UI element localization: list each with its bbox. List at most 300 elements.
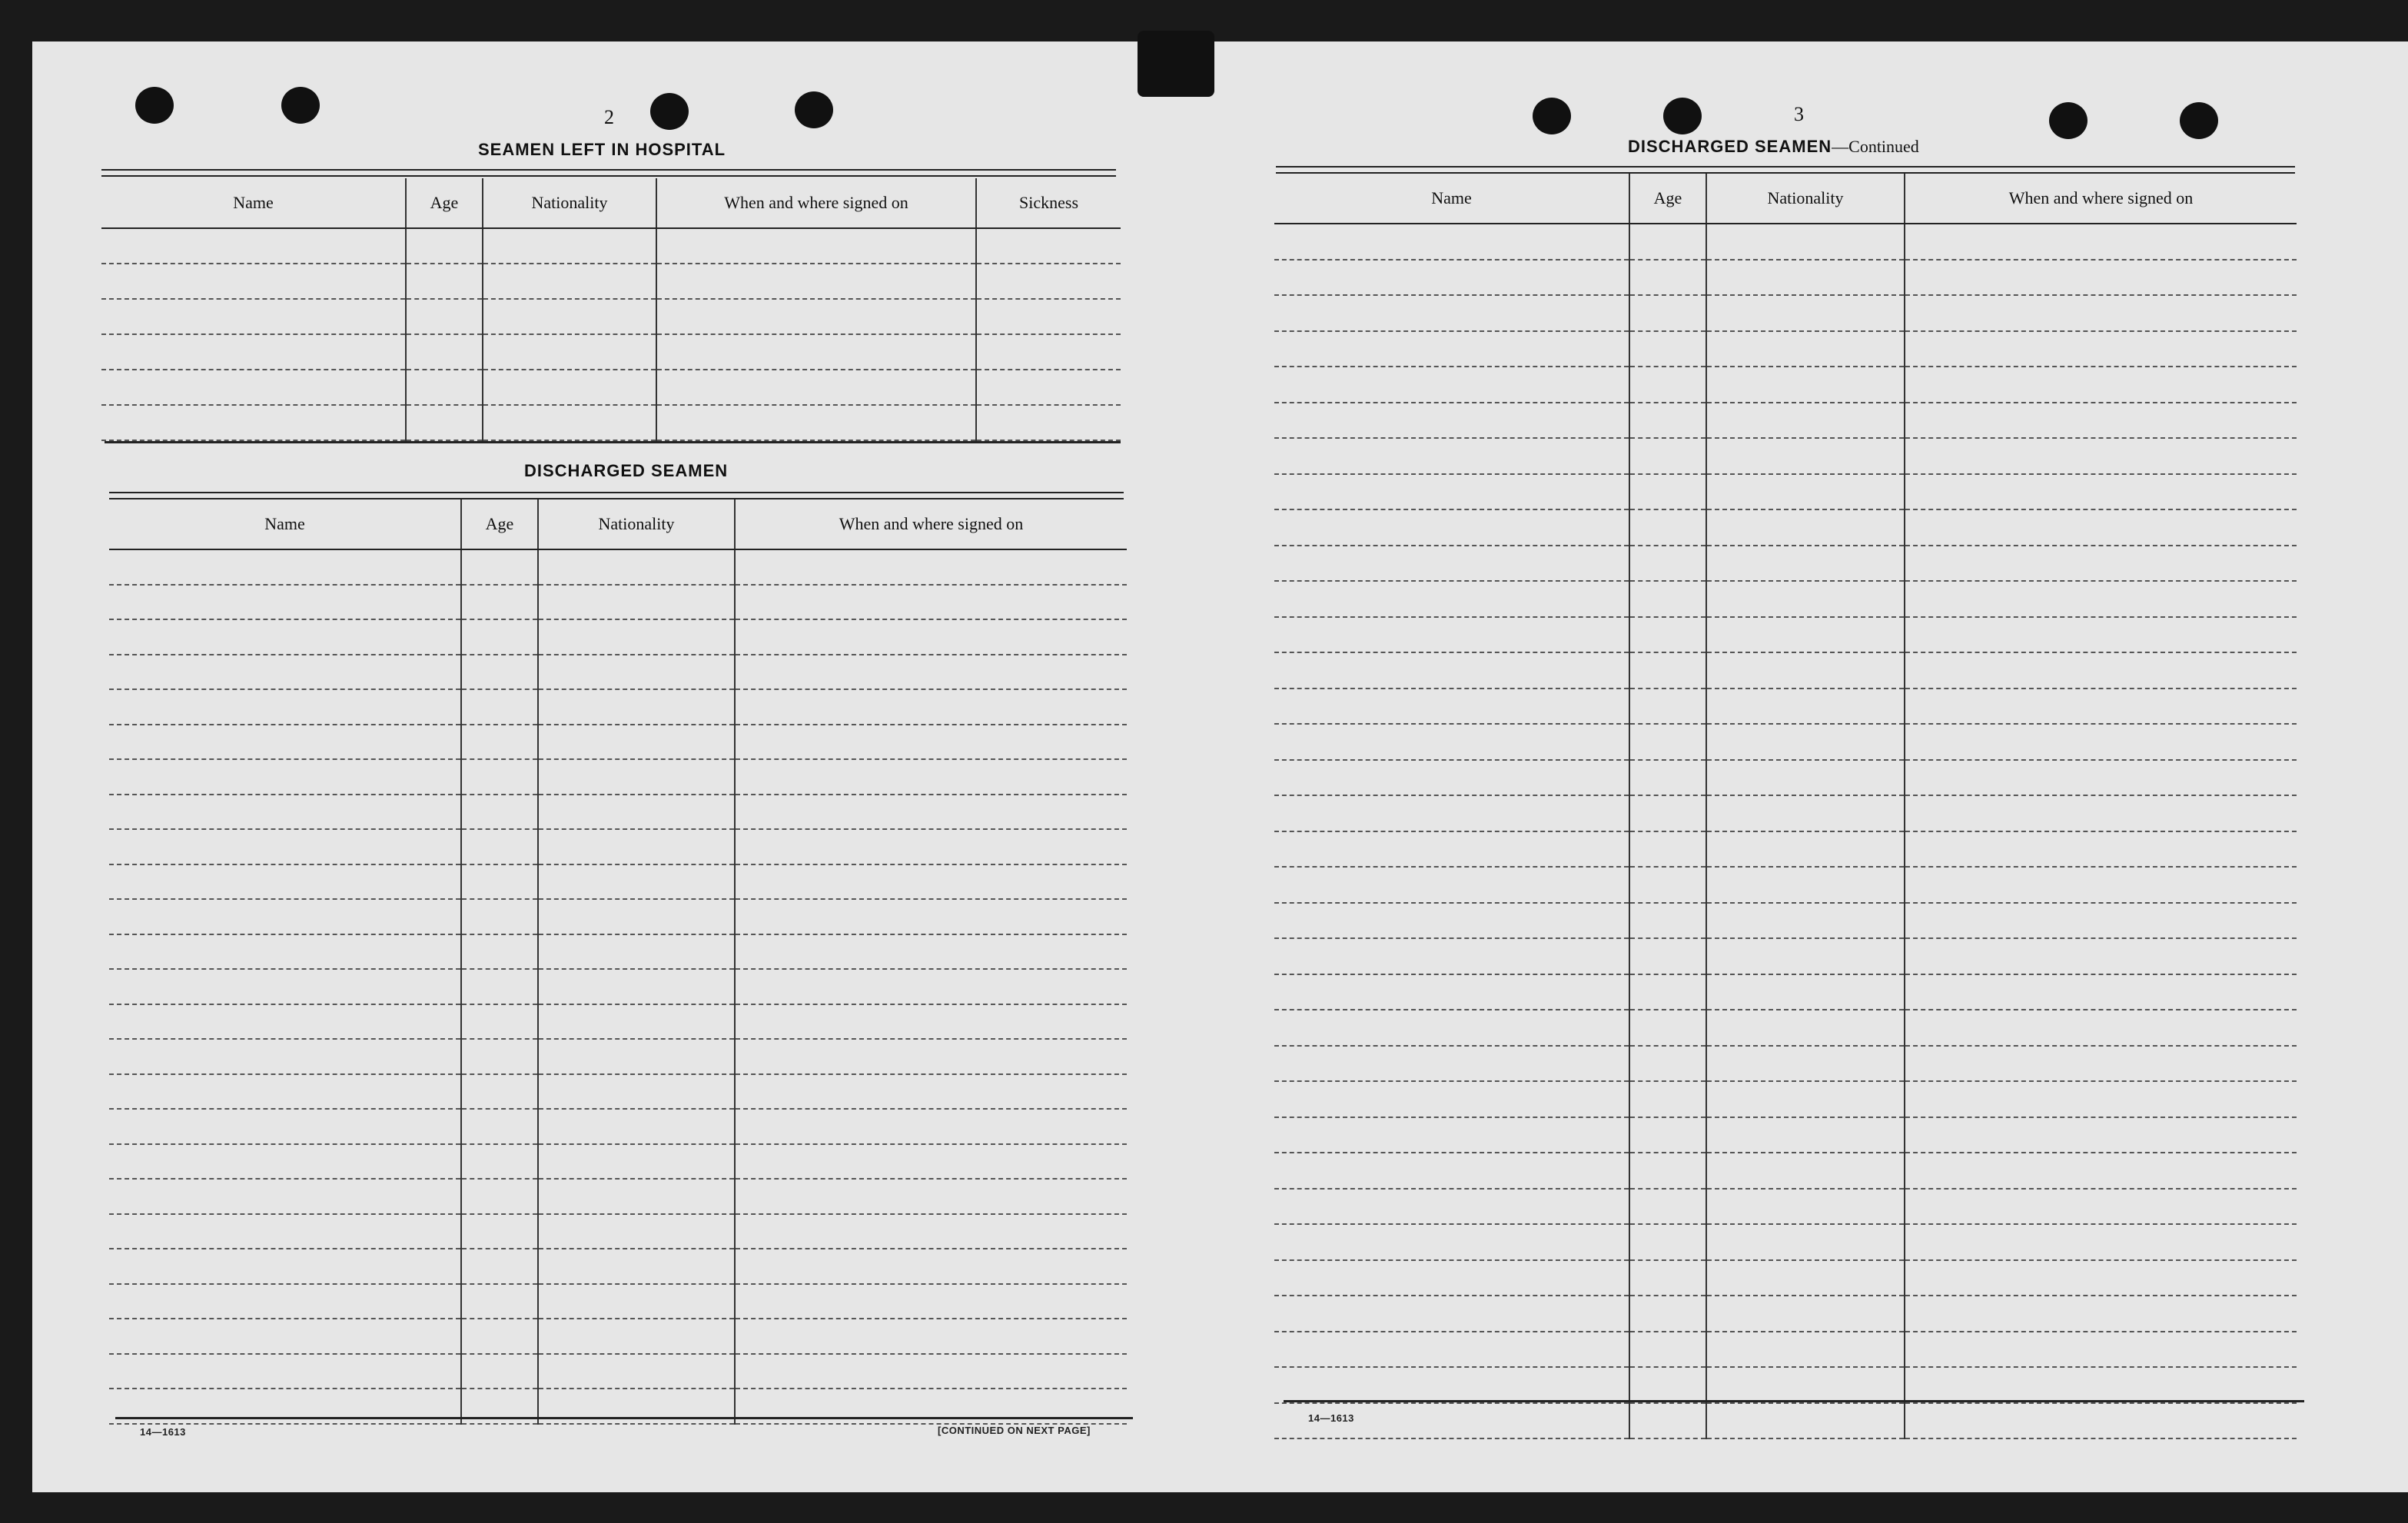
- blank-cell: [735, 1249, 1127, 1284]
- blank-cell: [1629, 1153, 1706, 1189]
- blank-cell: [735, 1179, 1127, 1214]
- blank-cell: [1905, 974, 2297, 1010]
- blank-cell: [1706, 367, 1905, 403]
- blank-cell: [1629, 1224, 1706, 1260]
- punch-hole: [135, 87, 174, 124]
- table-row: [109, 1214, 1127, 1249]
- table-row: [109, 725, 1127, 760]
- blank-cell: [109, 1179, 461, 1214]
- form-code: 14—1613: [1308, 1412, 1354, 1424]
- blank-cell: [109, 1109, 461, 1144]
- punch-hole: [795, 91, 833, 128]
- table-row: [109, 899, 1127, 934]
- table-row: [1274, 295, 2297, 331]
- blank-cell: [735, 549, 1127, 585]
- blank-cell: [1274, 1296, 1629, 1332]
- blank-cell: [461, 934, 538, 970]
- blank-cell: [1706, 652, 1905, 689]
- column-header: Nationality: [1706, 174, 1905, 224]
- blank-cell: [1905, 938, 2297, 974]
- blank-cell: [735, 899, 1127, 934]
- table-row: [1274, 760, 2297, 796]
- blank-cell: [1629, 795, 1706, 831]
- blank-cell: [461, 689, 538, 725]
- blank-cell: [538, 585, 735, 620]
- column-header: Name: [109, 499, 461, 549]
- blank-cell: [1274, 1010, 1629, 1046]
- table-row: [1274, 581, 2297, 617]
- table-row: [109, 1179, 1127, 1214]
- table-row: [1274, 438, 2297, 474]
- table-row: [1274, 1189, 2297, 1225]
- table-row: [109, 759, 1127, 795]
- page-number: 3: [1794, 103, 1804, 125]
- column-header: Age: [461, 499, 538, 549]
- table-row: [1274, 867, 2297, 903]
- blank-cell: [461, 1249, 538, 1284]
- blank-cell: [1274, 438, 1629, 474]
- blank-cell: [1629, 438, 1706, 474]
- blank-cell: [1274, 903, 1629, 939]
- page-number: 2: [604, 106, 614, 128]
- blank-cell: [1905, 260, 2297, 296]
- blank-cell: [656, 264, 976, 299]
- blank-cell: [406, 334, 483, 370]
- blank-cell: [735, 655, 1127, 690]
- blank-cell: [538, 1144, 735, 1180]
- blank-cell: [406, 405, 483, 440]
- table-row: [101, 370, 1121, 405]
- blank-cell: [538, 549, 735, 585]
- form-code: 14—1613: [140, 1426, 186, 1438]
- table-row: [1274, 1224, 2297, 1260]
- blank-cell: [406, 299, 483, 334]
- table-row: [1274, 652, 2297, 689]
- section-rule: [1284, 1400, 2304, 1402]
- blank-cell: [1706, 1117, 1905, 1153]
- blank-cell: [1629, 1117, 1706, 1153]
- blank-cell: [1706, 974, 1905, 1010]
- blank-cell: [1274, 938, 1629, 974]
- blank-cell: [1706, 1332, 1905, 1368]
- discharged-continued-title: DISCHARGED SEAMEN—Continued: [1628, 137, 1919, 156]
- blank-cell: [1905, 546, 2297, 582]
- blank-cell: [1706, 1081, 1905, 1117]
- table-row: [101, 264, 1121, 299]
- discharged-continued-table: [1274, 174, 2297, 1439]
- table-row: [109, 1319, 1127, 1354]
- blank-cell: [735, 829, 1127, 864]
- table-row: [1274, 1081, 2297, 1117]
- blank-cell: [1629, 295, 1706, 331]
- table-row: [1274, 689, 2297, 725]
- column-header: When and where signed on: [735, 499, 1127, 549]
- blank-cell: [1905, 367, 2297, 403]
- blank-cell: [1629, 617, 1706, 653]
- blank-cell: [1905, 438, 2297, 474]
- blank-cell: [109, 864, 461, 900]
- blank-cell: [1629, 1260, 1706, 1296]
- blank-cell: [538, 1284, 735, 1319]
- blank-cell: [735, 1284, 1127, 1319]
- punch-hole: [650, 93, 689, 130]
- blank-cell: [1905, 509, 2297, 546]
- blank-cell: [656, 228, 976, 264]
- blank-cell: [461, 585, 538, 620]
- blank-cell: [976, 299, 1121, 334]
- blank-cell: [109, 934, 461, 970]
- blank-cell: [1629, 652, 1706, 689]
- blank-cell: [101, 228, 406, 264]
- blank-cell: [1905, 724, 2297, 760]
- blank-cell: [1905, 1046, 2297, 1082]
- blank-cell: [538, 899, 735, 934]
- blank-cell: [1274, 1081, 1629, 1117]
- blank-cell: [109, 1249, 461, 1284]
- column-header: Sickness: [976, 178, 1121, 228]
- blank-cell: [735, 934, 1127, 970]
- blank-cell: [1629, 331, 1706, 367]
- blank-cell: [538, 1249, 735, 1284]
- blank-cell: [1274, 724, 1629, 760]
- blank-cell: [1629, 1010, 1706, 1046]
- table-row: [109, 864, 1127, 900]
- blank-cell: [1905, 403, 2297, 439]
- blank-cell: [1629, 831, 1706, 868]
- blank-cell: [976, 334, 1121, 370]
- title-rule: [101, 169, 1116, 177]
- table-row: [109, 1109, 1127, 1144]
- table-row: [109, 969, 1127, 1004]
- blank-cell: [1706, 831, 1905, 868]
- blank-cell: [109, 829, 461, 864]
- table-row: [1274, 474, 2297, 510]
- blank-cell: [483, 299, 656, 334]
- table-row: [1274, 903, 2297, 939]
- blank-cell: [1629, 1367, 1706, 1403]
- blank-cell: [461, 759, 538, 795]
- blank-cell: [656, 334, 976, 370]
- blank-cell: [1274, 509, 1629, 546]
- blank-cell: [1905, 795, 2297, 831]
- blank-cell: [1905, 652, 2297, 689]
- blank-cell: [483, 370, 656, 405]
- blank-cell: [461, 864, 538, 900]
- blank-cell: [1905, 1296, 2297, 1332]
- blank-cell: [109, 969, 461, 1004]
- blank-cell: [1274, 403, 1629, 439]
- blank-cell: [538, 864, 735, 900]
- blank-cell: [1706, 1296, 1905, 1332]
- blank-cell: [735, 795, 1127, 830]
- blank-cell: [1274, 260, 1629, 296]
- punch-hole: [1533, 98, 1571, 134]
- blank-cell: [735, 1004, 1127, 1040]
- blank-cell: [1274, 295, 1629, 331]
- blank-cell: [1706, 1260, 1905, 1296]
- discharged-table: [109, 499, 1127, 1425]
- blank-cell: [1905, 1332, 2297, 1368]
- blank-cell: [1629, 260, 1706, 296]
- blank-cell: [538, 619, 735, 655]
- blank-cell: [538, 725, 735, 760]
- blank-cell: [735, 864, 1127, 900]
- blank-cell: [735, 1214, 1127, 1249]
- blank-cell: [1706, 1367, 1905, 1403]
- hospital-table: [101, 178, 1121, 441]
- table-row: [1274, 1367, 2297, 1403]
- blank-cell: [1629, 403, 1706, 439]
- title-rule: [1276, 166, 2295, 174]
- blank-cell: [461, 1074, 538, 1110]
- blank-cell: [538, 1074, 735, 1110]
- table-row: [109, 829, 1127, 864]
- table-row: [1274, 617, 2297, 653]
- punch-hole: [2180, 102, 2218, 139]
- table-row: [1274, 403, 2297, 439]
- blank-cell: [538, 1179, 735, 1214]
- blank-cell: [461, 969, 538, 1004]
- blank-cell: [538, 1004, 735, 1040]
- table-row: [109, 655, 1127, 690]
- blank-cell: [735, 759, 1127, 795]
- table-row: [1274, 331, 2297, 367]
- blank-cell: [735, 1074, 1127, 1110]
- blank-cell: [1274, 867, 1629, 903]
- blank-cell: [1905, 689, 2297, 725]
- blank-cell: [1629, 546, 1706, 582]
- blank-cell: [461, 549, 538, 585]
- table-row: [109, 1004, 1127, 1040]
- blank-cell: [1629, 1403, 1706, 1439]
- discharged-section-title: DISCHARGED SEAMEN: [524, 461, 729, 480]
- table-row: [1274, 1046, 2297, 1082]
- table-row: [1274, 1296, 2297, 1332]
- blank-cell: [461, 655, 538, 690]
- blank-cell: [461, 795, 538, 830]
- blank-cell: [1706, 867, 1905, 903]
- blank-cell: [656, 405, 976, 440]
- hospital-section-title: SEAMEN LEFT IN HOSPITAL: [478, 140, 726, 159]
- blank-cell: [101, 334, 406, 370]
- column-header: When and where signed on: [656, 178, 976, 228]
- blank-cell: [1905, 1081, 2297, 1117]
- blank-cell: [1274, 224, 1629, 260]
- blank-cell: [1629, 367, 1706, 403]
- binding-tab: [1138, 31, 1214, 97]
- blank-cell: [735, 585, 1127, 620]
- blank-cell: [976, 405, 1121, 440]
- table-row: [1274, 1117, 2297, 1153]
- blank-cell: [461, 829, 538, 864]
- blank-cell: [1629, 1296, 1706, 1332]
- blank-cell: [1706, 581, 1905, 617]
- blank-cell: [109, 1039, 461, 1074]
- blank-cell: [1274, 652, 1629, 689]
- blank-cell: [735, 1039, 1127, 1074]
- blank-cell: [735, 689, 1127, 725]
- blank-cell: [1706, 260, 1905, 296]
- blank-cell: [1706, 1403, 1905, 1439]
- table-row: [109, 934, 1127, 970]
- blank-cell: [538, 655, 735, 690]
- punch-hole: [1663, 98, 1702, 134]
- table-row: [1274, 1260, 2297, 1296]
- blank-cell: [1905, 474, 2297, 510]
- blank-cell: [1706, 938, 1905, 974]
- table-row: [1274, 260, 2297, 296]
- blank-cell: [976, 228, 1121, 264]
- table-row: [1274, 1403, 2297, 1439]
- table-row: [1274, 938, 2297, 974]
- blank-cell: [1905, 581, 2297, 617]
- blank-cell: [1706, 1224, 1905, 1260]
- blank-cell: [1905, 831, 2297, 868]
- blank-cell: [1706, 689, 1905, 725]
- blank-cell: [1706, 438, 1905, 474]
- blank-cell: [538, 934, 735, 970]
- column-header: When and where signed on: [1905, 174, 2297, 224]
- blank-cell: [1706, 903, 1905, 939]
- blank-cell: [1629, 1189, 1706, 1225]
- blank-cell: [109, 585, 461, 620]
- blank-cell: [109, 655, 461, 690]
- blank-cell: [1706, 403, 1905, 439]
- blank-cell: [1274, 1117, 1629, 1153]
- blank-cell: [1274, 831, 1629, 868]
- blank-cell: [1905, 1189, 2297, 1225]
- blank-cell: [1274, 331, 1629, 367]
- blank-cell: [735, 1144, 1127, 1180]
- blank-cell: [1905, 1260, 2297, 1296]
- blank-cell: [1629, 903, 1706, 939]
- blank-cell: [538, 1039, 735, 1074]
- blank-cell: [1629, 1332, 1706, 1368]
- table-row: [109, 1144, 1127, 1180]
- blank-cell: [461, 1109, 538, 1144]
- table-row: [101, 299, 1121, 334]
- table-row: [1274, 1153, 2297, 1189]
- blank-cell: [1905, 1367, 2297, 1403]
- blank-cell: [109, 619, 461, 655]
- blank-cell: [538, 795, 735, 830]
- table-row: [1274, 1010, 2297, 1046]
- blank-cell: [109, 795, 461, 830]
- blank-cell: [1706, 509, 1905, 546]
- blank-cell: [1706, 724, 1905, 760]
- table-row: [109, 585, 1127, 620]
- column-header: Age: [406, 178, 483, 228]
- blank-cell: [1274, 474, 1629, 510]
- blank-cell: [1274, 546, 1629, 582]
- blank-cell: [735, 725, 1127, 760]
- column-header: Nationality: [538, 499, 735, 549]
- blank-cell: [1274, 1332, 1629, 1368]
- blank-cell: [461, 1004, 538, 1040]
- blank-cell: [1274, 1153, 1629, 1189]
- blank-cell: [109, 689, 461, 725]
- blank-cell: [1905, 903, 2297, 939]
- blank-cell: [461, 1214, 538, 1249]
- section-rule: [105, 441, 1121, 443]
- column-header: Age: [1629, 174, 1706, 224]
- blank-cell: [461, 1354, 538, 1389]
- table-row: [101, 334, 1121, 370]
- blank-cell: [735, 1109, 1127, 1144]
- blank-cell: [735, 1319, 1127, 1354]
- blank-cell: [1706, 1153, 1905, 1189]
- table-row: [109, 689, 1127, 725]
- blank-cell: [461, 1319, 538, 1354]
- blank-cell: [109, 1214, 461, 1249]
- blank-cell: [1706, 795, 1905, 831]
- blank-cell: [538, 759, 735, 795]
- table-row: [1274, 831, 2297, 868]
- table-row: [1274, 546, 2297, 582]
- blank-cell: [538, 969, 735, 1004]
- column-header: Name: [1274, 174, 1629, 224]
- table-row: [1274, 367, 2297, 403]
- table-row: [109, 795, 1127, 830]
- blank-cell: [1629, 938, 1706, 974]
- blank-cell: [406, 228, 483, 264]
- blank-cell: [1629, 509, 1706, 546]
- blank-cell: [1274, 795, 1629, 831]
- blank-cell: [1706, 295, 1905, 331]
- blank-cell: [483, 264, 656, 299]
- blank-cell: [1905, 1224, 2297, 1260]
- blank-cell: [735, 619, 1127, 655]
- blank-cell: [109, 1319, 461, 1354]
- column-header: Nationality: [483, 178, 656, 228]
- blank-cell: [656, 370, 976, 405]
- blank-cell: [538, 1354, 735, 1389]
- blank-cell: [1905, 1153, 2297, 1189]
- blank-cell: [109, 899, 461, 934]
- blank-cell: [1629, 760, 1706, 796]
- table-row: [1274, 1332, 2297, 1368]
- blank-cell: [1274, 1367, 1629, 1403]
- blank-cell: [109, 725, 461, 760]
- table-row: [109, 1074, 1127, 1110]
- blank-cell: [1274, 974, 1629, 1010]
- blank-cell: [538, 829, 735, 864]
- table-row: [1274, 509, 2297, 546]
- blank-cell: [1629, 1081, 1706, 1117]
- blank-cell: [656, 299, 976, 334]
- blank-cell: [1274, 581, 1629, 617]
- blank-cell: [1274, 689, 1629, 725]
- blank-cell: [461, 1144, 538, 1180]
- blank-cell: [1905, 1403, 2297, 1439]
- blank-cell: [483, 228, 656, 264]
- blank-cell: [1274, 1189, 1629, 1225]
- blank-cell: [461, 619, 538, 655]
- table-row: [1274, 974, 2297, 1010]
- blank-cell: [101, 370, 406, 405]
- blank-cell: [101, 264, 406, 299]
- table-row: [109, 1039, 1127, 1074]
- blank-cell: [735, 1354, 1127, 1389]
- blank-cell: [109, 1074, 461, 1110]
- blank-cell: [1629, 224, 1706, 260]
- blank-cell: [109, 1354, 461, 1389]
- blank-cell: [1706, 617, 1905, 653]
- blank-cell: [1274, 367, 1629, 403]
- blank-cell: [109, 1284, 461, 1319]
- blank-cell: [109, 1144, 461, 1180]
- table-row: [1274, 724, 2297, 760]
